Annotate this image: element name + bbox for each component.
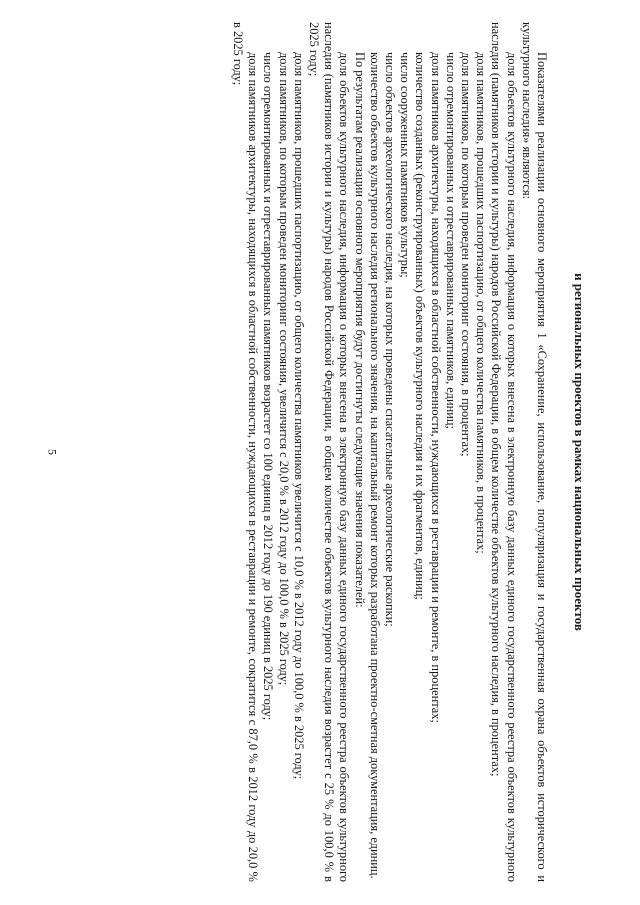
paragraph-intro: Показателями реализации основного мероприятия 1 «Сохранение, использование, популяризация и государственная охрана объектов исторического и культурного наследия» являются: xyxy=(519,22,549,882)
paragraph-indicator: число отремонтированных и отреставрированных памятников, единиц; xyxy=(443,52,458,429)
paragraph-indicator: доля памятников архитектуры, находящихся в областной собственности, нуждающихся в реставрации и ремонте, в процентах; xyxy=(428,52,443,723)
paragraph-indicator: число объектов археологического наследия, на которых проведены спасательные археологические раскопки; xyxy=(382,52,397,627)
paragraph-indicator: доля объектов культурного наследия, информация о которых внесена в электронную базу данных единого государственного реестра объектов культурного наследия (памятников истории и культуры) народов Российской Федерации, в общем количестве объектов культурного наследия, в процентах; xyxy=(489,22,519,882)
paragraph-result: доля памятников, прошедших паспортизацию, от общего количества памятников увеличится с 10,0 % в 2012 году до 100,0 % в 2025 году; xyxy=(291,52,306,780)
page-number: 5 xyxy=(45,449,60,455)
paragraph-indicator: доля памятников, по которым проведен мониторинг состояния, в процентах; xyxy=(458,52,473,457)
paragraph-result: доля памятников архитектуры, находящихся в областной собственности, нуждающихся в реставрации и ремонте, сократится с 87,0 % в 2012 году до 20,0 % в 2025 году; xyxy=(230,22,261,882)
paragraph-indicator: количество созданных (реконструированных) объектов культурного наследия и их фрагментов, единиц; xyxy=(413,52,428,600)
paragraph-result: доля памятников, по которым проведен мониторинг состояния, увеличится с 20,0 % в 2012 году до 100,0 % в 2025 году; xyxy=(276,52,291,686)
paragraph-results-intro: По результатам реализации основного мероприятия будут достигнуты следующие значения показателей: xyxy=(352,52,367,608)
paragraph-indicator: доля памятников, прошедших паспортизацию, от общего количества памятников, в процентах; xyxy=(474,52,489,554)
section-heading: и региональных проектов в рамках национальных проектов xyxy=(572,273,587,631)
paragraph-result: число отремонтированных и отреставрированных памятников возрастет со 100 единиц в 2012 году до 190 единиц в 2025 году; xyxy=(261,52,276,721)
paragraph-result: доля объектов культурного наследия, информация о которых внесена в электронную базу данных единого государственного реестра объектов культурного наследия (памятников истории и культуры) народов Российской Федерации, в общем количестве объектов культурного наследия возрастет с 25 % до 100,0 % в 2025 году; xyxy=(306,22,352,882)
paragraph-indicator: число сооруженных памятников культуры; xyxy=(398,52,413,278)
document-body xyxy=(67,22,587,882)
paragraph-indicator: количество объектов культурного наследия регионального значения, на капитальный ремонт которых разработана проектно-сметная документация, единиц. xyxy=(367,52,382,879)
